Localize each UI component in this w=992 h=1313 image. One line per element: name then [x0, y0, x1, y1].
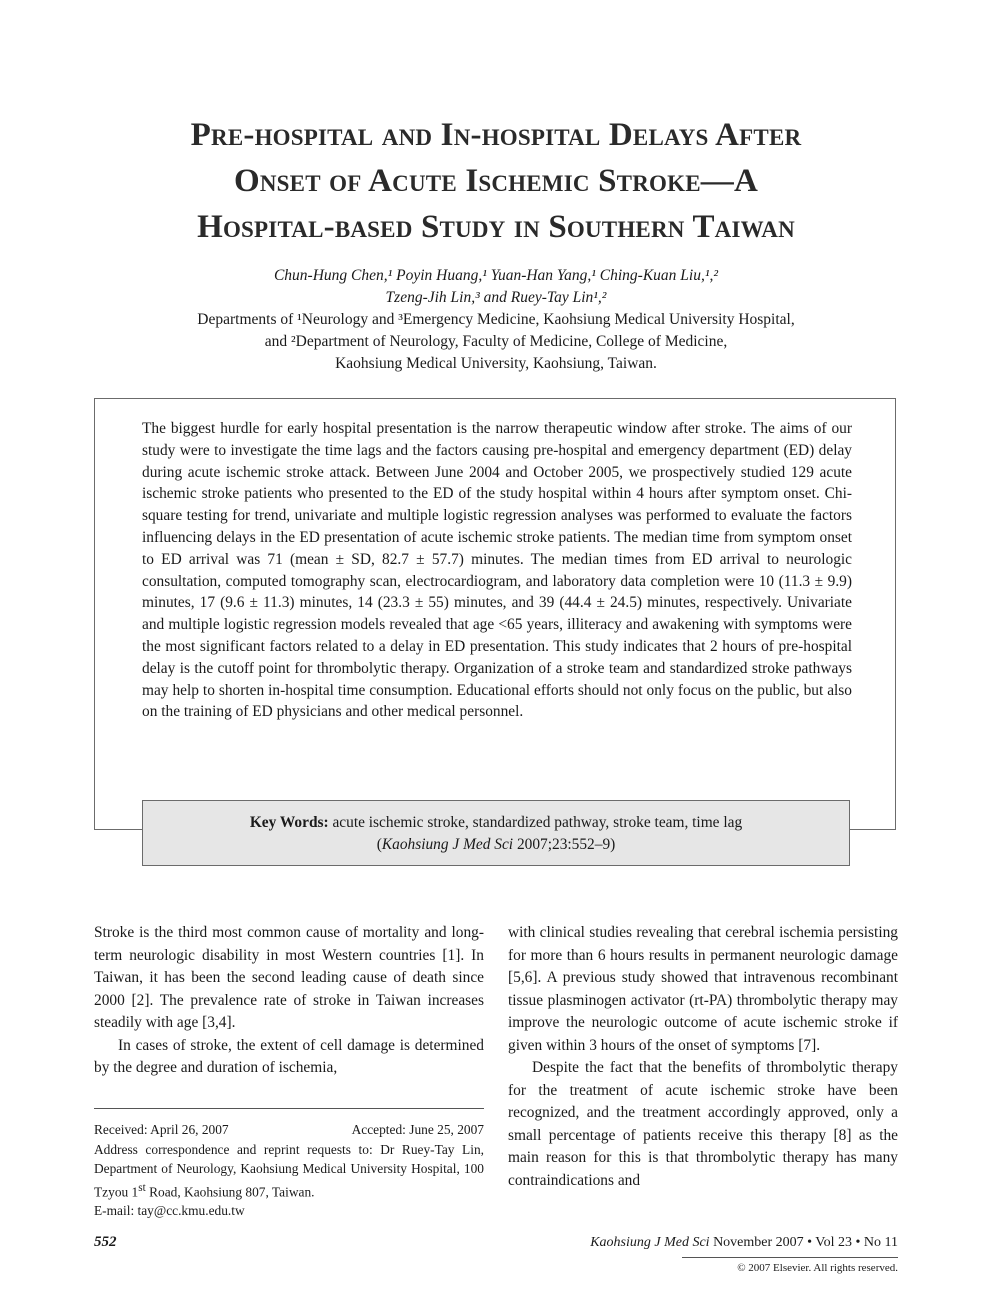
correspondence-address	[94, 1140, 484, 1202]
received-date: Received: April 26, 2007	[94, 1122, 229, 1137]
citation-line	[143, 834, 849, 856]
copyright-notice: © 2007 Elsevier. All rights reserved.	[737, 1262, 898, 1274]
footnote-dates	[94, 1120, 484, 1140]
address-superscript: st	[138, 1181, 146, 1194]
keywords-line	[143, 812, 849, 834]
journal-name: Kaohsiung J Med Sci	[590, 1235, 710, 1250]
affiliation-line-1: Departments of ¹Neurology and ³Emergency Medicine, Kaohsiung Medical University Hospital,	[197, 311, 795, 328]
footer-divider	[682, 1257, 898, 1258]
accepted-date: Accepted: June 25, 2007	[351, 1122, 484, 1137]
journal-issue: November 2007 • Vol 23 • No 11	[709, 1235, 898, 1250]
body-paragraph: Stroke is the third most common cause of mortality and long-term neurologic disability in most Western countries [1]. In Taiwan, it has been the second leading cause of death since 2000 [2]. The prevalence rate of stroke in Taiwan increases steadily with age [3,4].	[94, 924, 484, 1031]
affiliation-line-2: and ²Department of Neurology, Faculty of Medicine, College of Medicine,	[264, 333, 728, 350]
address-text-end: Road, Kaohsiung 807, Taiwan.	[145, 1183, 315, 1199]
affiliations	[90, 309, 902, 375]
keywords-text: acute ischemic stroke, standardized pathway, stroke team, time lag	[328, 814, 743, 831]
journal-reference	[590, 1235, 898, 1251]
body-column-right	[508, 922, 898, 1192]
keywords-box	[142, 800, 850, 866]
abstract-text: The biggest hurdle for early hospital presentation is the narrow therapeutic window after stroke. The aims of our study were to investigate the time lags and the factors causing pre-hospital and emergency department (ED) delay during acute ischemic stroke attack. Between June 2004 and October 2005, we prospectively studied 129 acute ischemic stroke patients who presented to the ED of the study hospital within 4 hours after symptom onset. Chi-square testing for trend, univariate and multiple logistic regression analyses was performed to evaluate the factors influencing delays in the ED presentation of acute ischemic stroke patients. The median time from symptom onset to ED arrival was 71 (mean ± SD, 82.7 ± 57.7) minutes. The median times from ED arrival to neurologic consultation, computed tomography scan, electrocardiogram, and laboratory data completion were 10 (11.3 ± 9.9) minutes, 17 (9.6 ± 11.3) minutes, 14 (23.3 ± 55) minutes, and 39 (44.4 ± 24.5) minutes, respectively. Univariate and multiple logistic regression models revealed that age <65 years, illiteracy and awakening with symptoms were the most significant factors related to a delay in ED presentation. This study indicates that 2 hours of pre-hospital delay is the cutoff point for thrombolytic therapy. Organization of a stroke team and standardized stroke pathways may help to shorten in-hospital time consumption. Educational efforts should not only focus on the public, but also on the training of ED physicians and other medical personnel.	[142, 420, 852, 721]
footnote	[94, 1120, 484, 1221]
title-line-1: Pre-hospital and In-hospital Delays After	[190, 117, 802, 153]
citation-open: (	[376, 835, 382, 853]
address-text: Address correspondence and reprint requests to: Dr Ruey-Tay Lin, Department of Neurology, Kaohsiung Medical University Hospital, 100 Tzyou 1	[94, 1141, 484, 1199]
author-list	[90, 265, 902, 309]
body-column-left	[94, 922, 484, 1080]
article-title	[90, 112, 902, 250]
correspondence-email[interactable]: E-mail: tay@cc.kmu.edu.tw	[94, 1203, 245, 1219]
authors-line-2: Tzeng-Jih Lin,³ and Ruey-Tay Lin¹,²	[385, 289, 607, 306]
body-paragraph: Despite the fact that the benefits of thrombolytic therapy for the treatment of acute ischemic stroke have been recognized, and the treatment accordingly approved, only a small percentage of patients receive this therapy [8] as the main reason for this is that thrombolytic therapy has many contraindications and	[508, 1059, 898, 1189]
authors-line-1: Chun-Hung Chen,¹ Poyin Huang,¹ Yuan-Han Yang,¹ Ching-Kuan Liu,¹,²	[273, 267, 719, 284]
page-number: 552	[94, 1234, 117, 1250]
citation-details: 2007;23:552–9)	[513, 835, 616, 853]
title-line-2: Onset of Acute Ischemic Stroke—A	[233, 163, 758, 199]
body-paragraph: In cases of stroke, the extent of cell damage is determined by the degree and duration of ischemia,	[94, 1036, 484, 1076]
body-paragraph: with clinical studies revealing that cerebral ischemia persisting for more than 6 hours results in permanent neurologic damage [5,6]. A previous study showed that intravenous recombinant tissue plasminogen activator (rt-PA) thrombolytic therapy may improve the neurologic outcome of acute ischemic stroke if given within 3 hours of the onset of symptoms [7].	[508, 924, 898, 1054]
keywords-label: Key Words:	[249, 814, 329, 831]
footnote-divider	[94, 1108, 484, 1109]
title-line-3: Hospital-based Study in Southern Taiwan	[197, 209, 795, 245]
citation-journal: Kaohsiung J Med Sci	[381, 835, 514, 853]
affiliation-line-3: Kaohsiung Medical University, Kaohsiung, Taiwan.	[335, 355, 657, 372]
